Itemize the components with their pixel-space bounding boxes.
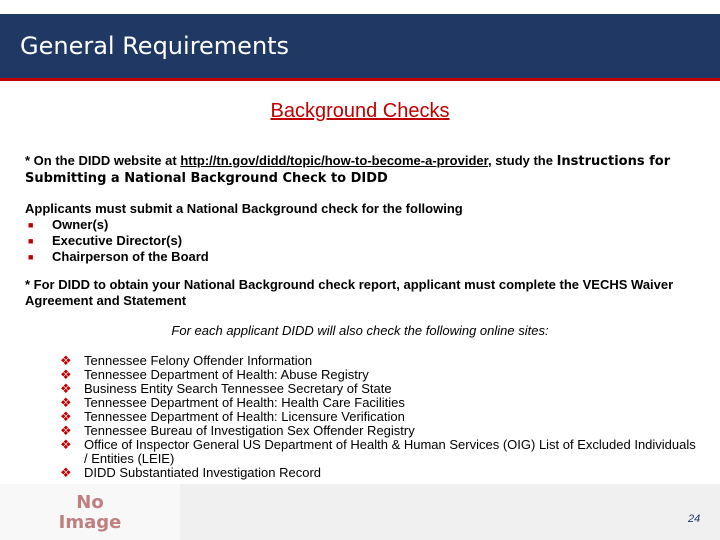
title-bar bbox=[0, 14, 720, 78]
site-item bbox=[60, 466, 700, 480]
website-instruction-paragraph bbox=[25, 153, 695, 187]
applicants-intro: Applicants must submit a National Background check for the following bbox=[25, 201, 463, 216]
applicant-list bbox=[25, 217, 695, 265]
site-item-label: DIDD Substantiated Investigation Record bbox=[84, 465, 322, 480]
site-item-label: Tennessee Department of Health: Health Care Facilities bbox=[84, 395, 405, 410]
diamond-bullet-icon: ❖ bbox=[60, 381, 72, 396]
diamond-bullet-icon: ❖ bbox=[60, 423, 72, 438]
vechs-paragraph: * For DIDD to obtain your National Background check report, applicant must complete the VECHS Waiver Agreement and Statement bbox=[25, 277, 674, 308]
applicant-item bbox=[25, 233, 695, 249]
didd-website-link[interactable]: http://tn.gov/didd/topic/how-to-become-a-provider bbox=[180, 153, 488, 168]
site-item bbox=[60, 410, 700, 424]
site-item bbox=[60, 396, 700, 410]
page-number: 24 bbox=[688, 513, 701, 525]
no-image-placeholder bbox=[0, 484, 180, 540]
bullet-icon: ■ bbox=[28, 220, 34, 230]
top-strip bbox=[0, 0, 720, 14]
diamond-bullet-icon: ❖ bbox=[60, 409, 72, 424]
section-subtitle bbox=[0, 100, 720, 123]
site-item-label: Tennessee Department of Health: Licensure Verification bbox=[84, 409, 405, 424]
bullet-icon: ■ bbox=[28, 236, 34, 246]
diamond-bullet-icon: ❖ bbox=[60, 353, 72, 368]
instructions-title: Instructions for Submitting a National Background Check to DIDD bbox=[25, 154, 671, 186]
diamond-bullet-icon: ❖ bbox=[60, 437, 72, 452]
site-item bbox=[60, 424, 700, 438]
site-item-label: Tennessee Felony Offender Information bbox=[84, 353, 313, 368]
applicant-item bbox=[25, 217, 695, 233]
site-item bbox=[60, 354, 700, 368]
diamond-bullet-icon: ❖ bbox=[60, 367, 72, 382]
site-item-label: Tennessee Bureau of Investigation Sex Offender Registry bbox=[84, 423, 415, 438]
diamond-bullet-icon: ❖ bbox=[60, 395, 72, 410]
applicant-item bbox=[25, 249, 695, 265]
subtitle-text: Background Checks bbox=[270, 100, 450, 122]
diamond-bullet-icon: ❖ bbox=[60, 465, 72, 480]
site-item-label: Business Entity Search Tennessee Secretary of State bbox=[84, 381, 392, 396]
no-image-line1: No bbox=[76, 492, 104, 513]
applicant-item-label: Owner(s) bbox=[52, 217, 109, 232]
bullet-icon: ■ bbox=[28, 252, 34, 262]
site-item-label: Tennessee Department of Health: Abuse Registry bbox=[84, 367, 369, 382]
no-image-line2: Image bbox=[58, 512, 122, 533]
p1-middle: , study the bbox=[487, 153, 557, 168]
site-item bbox=[60, 368, 700, 382]
online-sites-list bbox=[60, 354, 700, 480]
online-sites-intro: For each applicant DIDD will also check the following online sites: bbox=[171, 323, 549, 338]
site-item bbox=[60, 438, 700, 466]
p1-prefix: * On the DIDD website at bbox=[25, 153, 181, 168]
applicant-item-label: Chairperson of the Board bbox=[52, 249, 209, 264]
applicants-paragraph bbox=[25, 201, 695, 265]
title-underline bbox=[0, 78, 720, 81]
site-item bbox=[60, 382, 700, 396]
applicant-item-label: Executive Director(s) bbox=[52, 233, 183, 248]
page-title: General Requirements bbox=[20, 32, 290, 60]
site-item-label: Office of Inspector General US Department of Health & Human Services (OIG) List of Excluded Individuals / Entities (LEIE) bbox=[84, 437, 696, 466]
